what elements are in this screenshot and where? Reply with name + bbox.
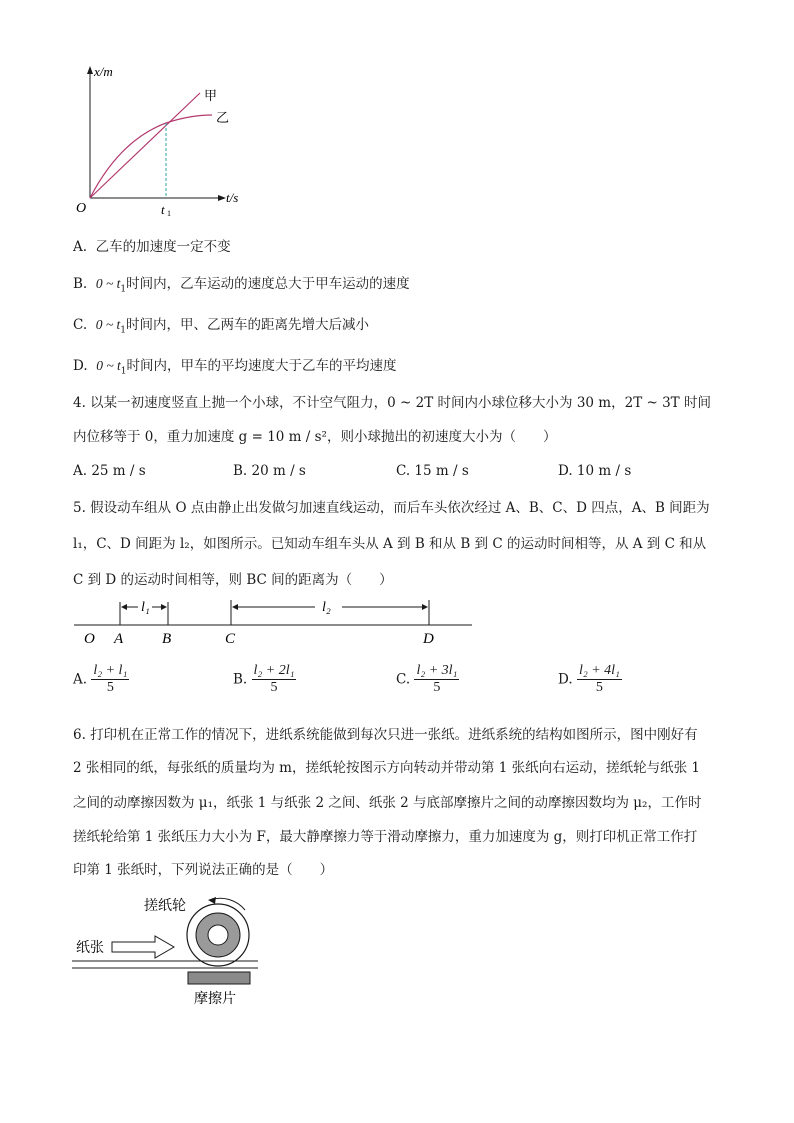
l2-label: l₂	[322, 600, 331, 615]
printer-feed-diagram	[70, 888, 270, 1013]
q5-option-d: D. $\frac{\text{l₂ + 4l₁}}{5}$	[558, 663, 620, 695]
q6-line5: 印第 1 张纸时，下列说法正确的是（ ）	[73, 862, 334, 878]
q5-option-a: A. $\frac{\text{l₂ + l₁}}{5}$	[73, 663, 128, 695]
q3-option-b: B. 0 ~ $t_1$时间内，乙车运动的速度总大于甲车运动的速度	[73, 276, 410, 295]
curve-yi	[90, 115, 212, 198]
q3-option-d: D. 0 ~ $t_1$时间内，甲车的平均速度大于乙车的平均速度	[73, 358, 397, 377]
q5-line1: 5. 假设动车组从 O 点由静止出发做匀加速直线运动，而后车头依次经过 A、B、C、D 四点，A、B 间距为	[73, 500, 710, 516]
q4-option-b: B. 20 m / s	[233, 463, 306, 479]
q6-line3: 之间的动摩擦因数为 μ₁，纸张 1 与纸张 2 之间、纸张 2 与底部摩擦片之间的动摩擦因数均为 μ₂，工作时	[73, 795, 702, 811]
q4-option-c: C. 15 m / s	[396, 463, 469, 479]
curve-jia	[90, 93, 200, 198]
friction-pad	[188, 972, 250, 984]
point-d: D	[423, 631, 434, 647]
q3-option-a: A. 乙车的加速度一定不变	[73, 239, 231, 255]
point-c: C	[225, 631, 236, 647]
point-b: B	[162, 631, 172, 647]
q4-line2: 内位移等于 0，重力加速度 g = 10 m / s²，则小球抛出的初速度大小为（ ）	[73, 429, 557, 445]
q4-line1: 4. 以某一初速度竖直上抛一个小球，不计空气阻力，0 ~ 2T 时间内小球位移大小为 30 m，2T ~ 3T 时间	[73, 395, 711, 411]
q5-option-b: B. $\frac{\text{l₂ + 2l₁}}{5}$	[233, 663, 295, 695]
q6-line1: 6. 打印机在正常工作的情况下，进纸系统能做到每次只进一张纸。进纸系统的结构如图所示，图中刚好有	[73, 727, 698, 743]
roller-label: 搓纸轮	[144, 899, 186, 914]
paper-label: 纸张	[76, 941, 104, 956]
pad-label: 摩擦片	[194, 992, 236, 1007]
x-axis-label: t/s	[226, 190, 239, 205]
paper-direction-arrow	[112, 936, 174, 958]
q4-option-d: D. 10 m / s	[558, 463, 632, 479]
t1-sub: 1	[167, 209, 171, 218]
y-axis-label: x/m	[94, 64, 113, 79]
q3-option-c: C. 0 ~ $t_1$时间内，甲、乙两车的距离先增大后减小	[73, 317, 370, 336]
origin-label: O	[76, 201, 87, 216]
t1-label: t	[161, 202, 165, 217]
curve-yi-label: 乙	[216, 110, 230, 125]
point-o: O	[84, 631, 95, 647]
q5-option-c: C. $\frac{\text{l₂ + 3l₁}}{5}$	[396, 663, 458, 695]
q6-line2: 2 张相同的纸，每张纸的质量均为 m，搓纸轮按图示方向转动并带动第 1 张纸向右运动，搓纸轮与纸张 1	[73, 760, 701, 776]
q4-option-a: A. 25 m / s	[73, 463, 146, 479]
xt-graph	[70, 60, 250, 220]
q6-line4: 搓纸轮给第 1 张纸压力大小为 F，最大静摩擦力等于滑动摩擦力，重力加速度为 g，则打印机正常工作打	[73, 829, 698, 845]
q5-track-diagram	[70, 592, 480, 652]
point-a: A	[114, 631, 124, 647]
q5-line3: C 到 D 的运动时间相等，则 BC 间的距离为（ ）	[73, 572, 393, 588]
curve-jia-label: 甲	[204, 88, 218, 103]
l1-label: l₁	[141, 600, 150, 615]
q5-line2: l₁，C、D 间距为 l₂，如图所示。已知动车组车头从 A 到 B 和从 B 到 C 的运动时间相等，从 A 到 C 和从	[73, 536, 707, 552]
